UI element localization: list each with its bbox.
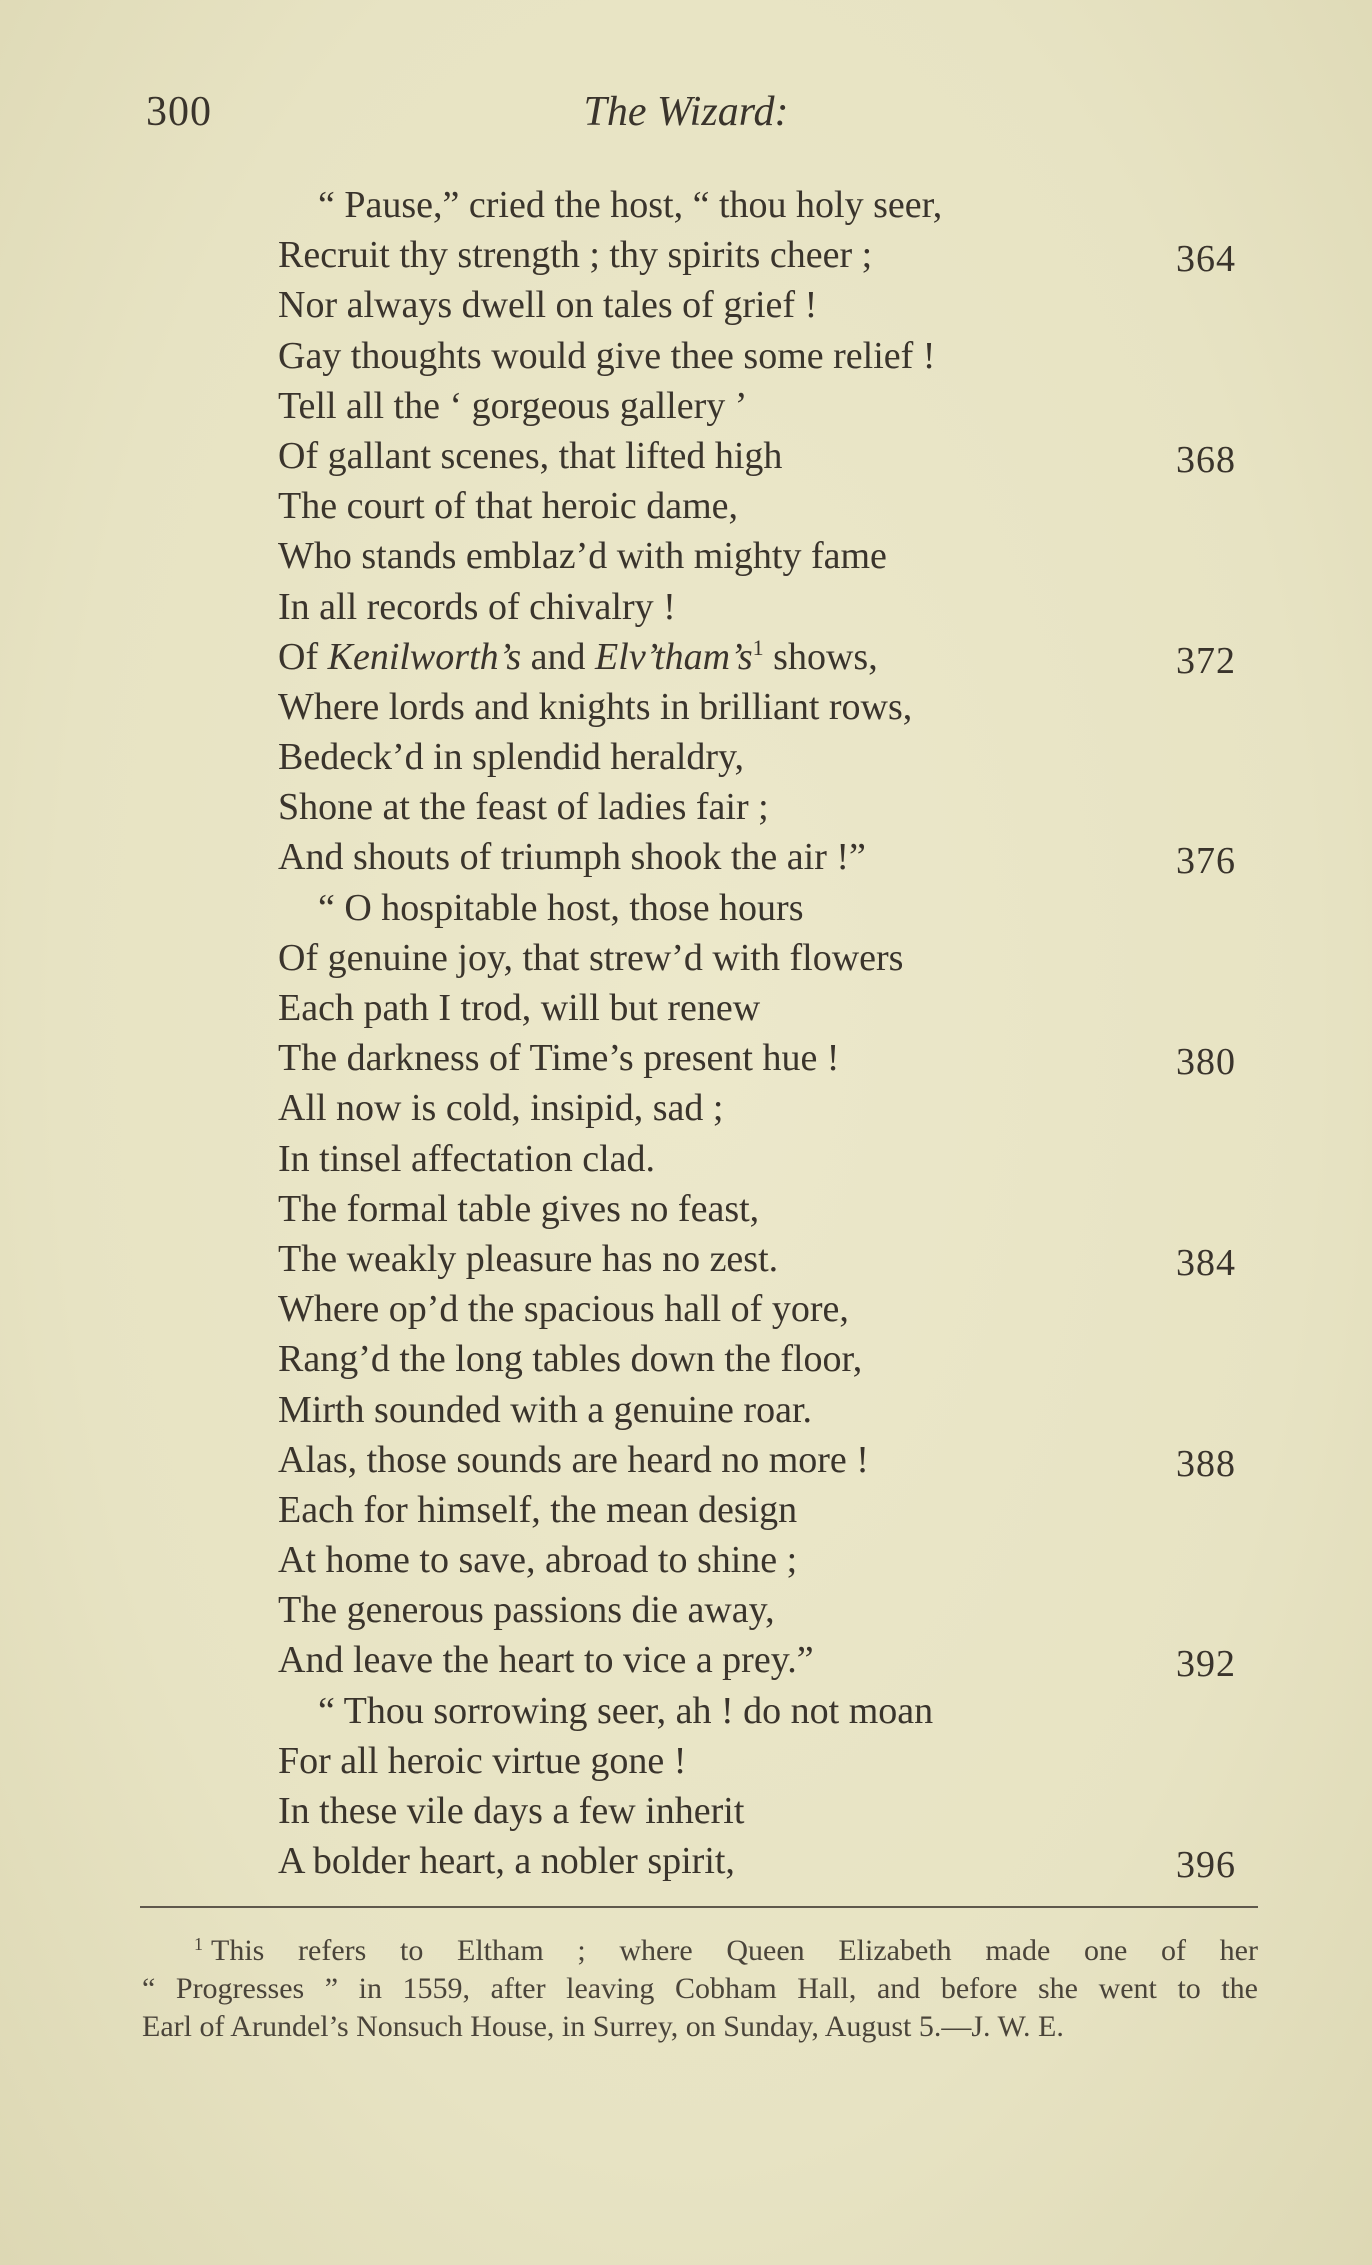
italic-name: Kenilworth’s bbox=[327, 635, 522, 678]
verse-block bbox=[278, 180, 1268, 1886]
verse-text: Nor always dwell on tales of grief ! bbox=[278, 284, 818, 327]
verse-line bbox=[278, 1385, 1268, 1435]
verse-text: Who stands emblaz’d with mighty fame bbox=[278, 535, 887, 578]
verse-text: Rang’d the long tables down the floor, bbox=[278, 1338, 863, 1381]
verse-line bbox=[278, 280, 1268, 330]
verse-line bbox=[278, 832, 1268, 882]
verse-text: Each for himself, the mean design bbox=[278, 1488, 798, 1531]
page-number: 300 bbox=[146, 89, 212, 135]
verse-line bbox=[278, 481, 1268, 531]
verse-line bbox=[278, 883, 1268, 933]
verse-line bbox=[278, 1284, 1268, 1334]
verse-text: The darkness of Time’s present hue ! bbox=[278, 1037, 840, 1080]
verse-line bbox=[278, 1585, 1268, 1635]
verse-line bbox=[278, 1184, 1268, 1234]
verse-text: For all heroic virtue gone ! bbox=[278, 1739, 687, 1782]
verse-text: Mirth sounded with a genuine roar. bbox=[278, 1388, 813, 1431]
verse-line bbox=[278, 1635, 1268, 1685]
verse-text: Tell all the ‘ gorgeous gallery ’ bbox=[278, 384, 748, 427]
verse-text: Shone at the feast of ladies fair ; bbox=[278, 786, 769, 829]
verse-text: Bedeck’d in splendid heraldry, bbox=[278, 736, 745, 779]
verse-line bbox=[278, 1786, 1268, 1836]
verse-text: The weakly pleasure has no zest. bbox=[278, 1237, 779, 1280]
line-number: 372 bbox=[1176, 639, 1236, 682]
verse-text: Of genuine joy, that strew’d with flowers bbox=[278, 936, 904, 979]
verse-text: In tinsel affectation clad. bbox=[278, 1137, 656, 1180]
verse-text: In these vile days a few inherit bbox=[278, 1790, 745, 1832]
footnote-line: “ Progresses ” in 1559, after leaving Cobham Hall, and before she went to the bbox=[142, 1972, 1258, 2005]
footnote-text: This refers to Eltham ; where Queen Elizabeth made one of her bbox=[211, 1934, 1258, 1967]
verse-text: And shouts of triumph shook the air !” bbox=[278, 836, 866, 879]
verse-fragment: and bbox=[521, 635, 596, 678]
verse-line bbox=[278, 180, 1268, 230]
verse-line bbox=[278, 1836, 1268, 1886]
verse-text: All now is cold, insipid, sad ; bbox=[278, 1087, 724, 1130]
verse-text: A bolder heart, a nobler spirit, bbox=[278, 1840, 735, 1883]
verse-text: The generous passions die away, bbox=[278, 1589, 775, 1632]
verse-text: Where op’d the spacious hall of yore, bbox=[278, 1288, 849, 1331]
verse-line bbox=[278, 1334, 1268, 1384]
verse-line bbox=[278, 782, 1268, 832]
verse-line bbox=[278, 230, 1268, 280]
line-number: 392 bbox=[1176, 1643, 1236, 1686]
verse-text: “ Pause,” cried the host, “ thou holy seer, bbox=[318, 184, 943, 226]
footnote-line: Earl of Arundel’s Nonsuch House, in Surrey, on Sunday, August 5.—J. W. E. bbox=[142, 2010, 1064, 2043]
verse-fragment: Of bbox=[278, 635, 328, 678]
verse-text: Where lords and knights in brilliant rows, bbox=[278, 685, 913, 728]
verse-line bbox=[278, 1134, 1268, 1184]
footnote-line bbox=[142, 1932, 1258, 1970]
verse-line bbox=[278, 1736, 1268, 1786]
running-head bbox=[0, 88, 1372, 148]
verse-line bbox=[278, 431, 1268, 481]
verse-text: The formal table gives no feast, bbox=[278, 1187, 760, 1230]
line-number: 396 bbox=[1176, 1844, 1236, 1887]
verse-text: And leave the heart to vice a prey.” bbox=[278, 1639, 814, 1682]
verse-line bbox=[278, 1485, 1268, 1535]
verse-text: “ O hospitable host, those hours bbox=[318, 886, 804, 929]
footnote bbox=[142, 1932, 1258, 2046]
line-number: 368 bbox=[1176, 438, 1236, 481]
verse-line bbox=[278, 732, 1268, 782]
verse-line bbox=[278, 983, 1268, 1033]
verse-text: Gay thoughts would give thee some relief ! bbox=[278, 334, 936, 377]
verse-text: Recruit thy strength ; thy spirits cheer ; bbox=[278, 234, 873, 277]
verse-line bbox=[278, 1033, 1268, 1083]
verse-line bbox=[278, 582, 1268, 632]
line-number: 388 bbox=[1176, 1442, 1236, 1485]
verse-text: Alas, those sounds are heard no more ! bbox=[278, 1438, 869, 1481]
verse-line bbox=[278, 381, 1268, 431]
verse-text: Of gallant scenes, that lifted high bbox=[278, 434, 783, 477]
verse-text bbox=[278, 632, 878, 682]
verse-text: At home to save, abroad to shine ; bbox=[278, 1539, 798, 1582]
footnote-reference: 1 bbox=[752, 634, 764, 660]
verse-line bbox=[278, 933, 1268, 983]
verse-line bbox=[278, 1083, 1268, 1133]
verse-text: In all records of chivalry ! bbox=[278, 585, 676, 628]
line-number: 364 bbox=[1176, 238, 1236, 281]
verse-line bbox=[278, 331, 1268, 381]
footnote-rule bbox=[140, 1906, 1258, 1908]
verse-line bbox=[278, 632, 1268, 682]
verse-line bbox=[278, 531, 1268, 581]
verse-text: The court of that heroic dame, bbox=[278, 485, 739, 528]
verse-fragment: shows, bbox=[763, 635, 878, 678]
italic-name: Elv’tham’s bbox=[595, 635, 753, 678]
footnote-marker: 1 bbox=[194, 1934, 203, 1954]
verse-line bbox=[278, 1535, 1268, 1585]
verse-text: “ Thou sorrowing seer, ah ! do not moan bbox=[318, 1689, 934, 1732]
running-title: The Wizard: bbox=[583, 89, 789, 135]
verse-line bbox=[278, 1686, 1268, 1736]
verse-line bbox=[278, 1234, 1268, 1284]
line-number: 384 bbox=[1176, 1241, 1236, 1284]
line-number: 376 bbox=[1176, 840, 1236, 883]
verse-text: Each path I trod, will but renew bbox=[278, 987, 761, 1029]
verse-line bbox=[278, 1435, 1268, 1485]
verse-line bbox=[278, 682, 1268, 732]
line-number: 380 bbox=[1176, 1041, 1236, 1084]
